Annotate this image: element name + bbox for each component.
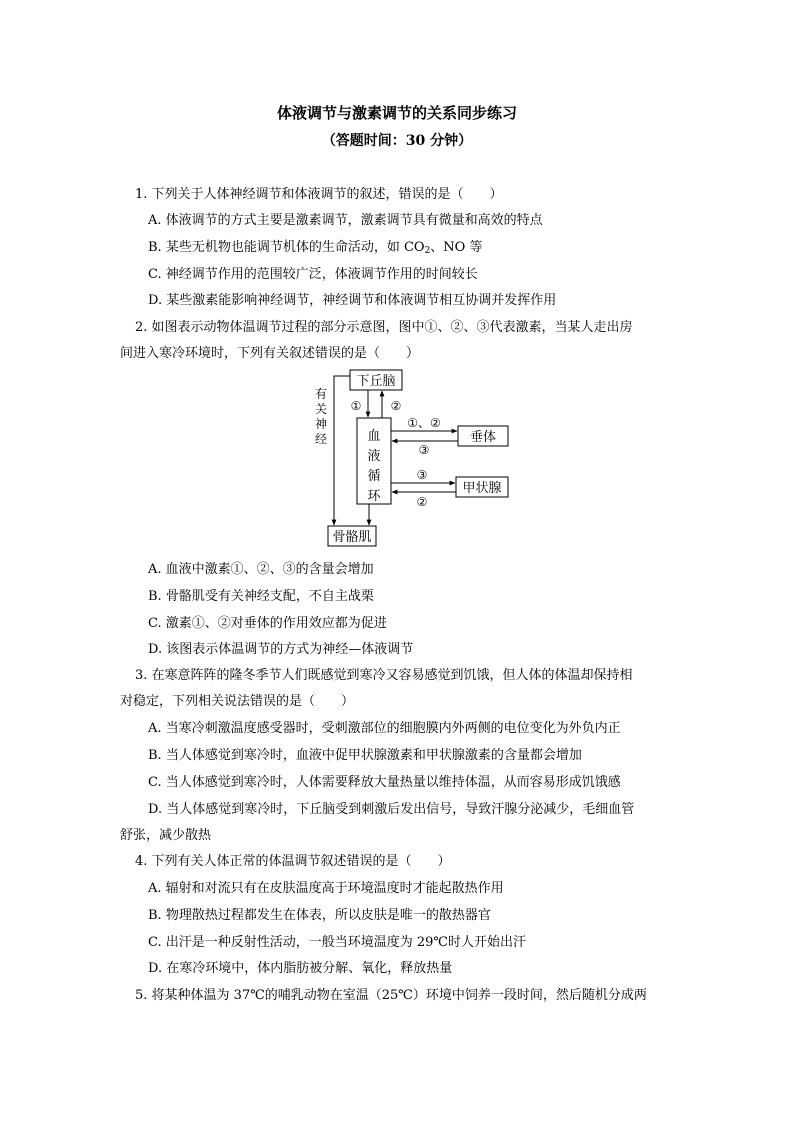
nerve-label-1: 有 — [314, 387, 328, 401]
question-2-stem-line-1: 2. 如图表示动物体温调节过程的部分示意图，图中①、②、③代表激素，当某人走出房 — [135, 320, 633, 335]
nerve-path-arrow — [334, 376, 350, 525]
thermoregulation-diagram — [300, 366, 520, 548]
question-1-option-c: C. 神经调节作用的范围较广泛，体液调节作用的时间较长 — [148, 267, 478, 282]
hormone-1-label: ① — [350, 399, 362, 413]
question-3-option-b: B. 当人体感觉到寒冷时，血液中促甲状腺激素和甲状腺激素的含量都会增加 — [148, 748, 582, 763]
page-title: 体液调节与激素调节的关系同步练习 — [276, 104, 517, 122]
question-2-option-a: A. 血液中激素①、②、③的含量会增加 — [148, 562, 374, 577]
question-3-option-d-line-1: D. 当人体感觉到寒冷时，下丘脑受到刺激后发出信号，导致汗腺分泌减少，毛细血管 — [148, 802, 635, 817]
blood-circulation-label-1: 血 — [367, 429, 381, 444]
question-4-option-c: C. 出汗是一种反射性活动，一般当环境温度为 29℃时人开始出汗 — [148, 935, 526, 950]
blood-circulation-label-3: 循 — [367, 469, 381, 484]
question-4-stem: 4. 下列有关人体正常的体温调节叙述错误的是（ ） — [135, 854, 451, 869]
blood-circulation-label-2: 液 — [367, 449, 381, 464]
thyroid-label: 甲状腺 — [462, 481, 502, 496]
hypothalamus-label: 下丘脑 — [356, 374, 396, 389]
question-2-option-c: C. 激素①、②对垂体的作用效应都为促进 — [148, 616, 387, 631]
question-1-option-d: D. 某些激素能影响神经调节，神经调节和体液调节相互协调并发挥作用 — [148, 293, 557, 308]
hormone-1-2-label: ①、② — [407, 416, 441, 430]
question-3-stem-line-2: 对稳定，下列相关说法错误的是（ ） — [120, 694, 355, 709]
question-1-option-b: B. 某些无机物也能调节机体的生命活动，如 $CO_2$、NO 等 — [148, 240, 483, 256]
question-4-option-d: D. 在寒冷环境中，体内脂肪被分解、氧化，释放热量 — [148, 961, 453, 976]
nerve-label-2: 关 — [314, 402, 328, 416]
question-3-option-c: C. 当人体感觉到寒冷时，人体需要释放大量热量以维持体温，从而容易形成饥饿感 — [148, 775, 621, 790]
skeletal-muscle-label: 骨骼肌 — [332, 530, 372, 545]
question-5-stem: 5. 将某种体温为 37℃的哺乳动物在室温（25℃）环境中饲养一段时间，然后随机分成两 — [135, 988, 647, 1003]
question-2-option-b: B. 骨骼肌受有关神经支配，不自主战栗 — [148, 589, 374, 604]
hormone-3-pituitary-label: ③ — [418, 443, 430, 457]
nerve-label-3: 神 — [314, 417, 328, 431]
question-3-stem-line-1: 3. 在寒意阵阵的隆冬季节人们既感觉到寒冷又容易感觉到饥饿，但人体的体温却保持相 — [135, 668, 633, 683]
hormone-2-label: ② — [390, 399, 402, 413]
question-2-stem-line-2: 间进入寒冷环境时，下列有关叙述错误的是（ ） — [120, 346, 420, 361]
question-1-stem: 1. 下列关于人体神经调节和体液调节的叙述，错误的是（ ） — [135, 187, 503, 202]
question-4-option-b: B. 物理散热过程都发生在体表，所以皮肤是唯一的散热器官 — [148, 908, 491, 923]
pituitary-label: 垂体 — [469, 430, 497, 445]
nerve-label-4: 经 — [314, 432, 328, 446]
blood-circulation-label-4: 环 — [367, 489, 381, 504]
question-3-option-a: A. 当寒冷刺激温度感受器时，受刺激部位的细胞膜内外两侧的电位变化为外负内正 — [148, 721, 621, 736]
question-3-option-d-line-2: 舒张，减少散热 — [120, 828, 212, 843]
page-subtitle: （答题时间：30 分钟） — [321, 133, 473, 149]
hormone-3-thyroid-label: ③ — [416, 468, 428, 482]
question-1-option-a: A. 体液调节的方式主要是激素调节，激素调节具有微量和高效的特点 — [148, 213, 543, 228]
hormone-2-thyroid-label: ② — [416, 495, 428, 509]
question-2-option-d: D. 该图表示体温调节的方式为神经—体液调节 — [148, 642, 414, 657]
question-4-option-a: A. 辐射和对流只有在皮肤温度高于环境温度时才能起散热作用 — [148, 881, 504, 896]
